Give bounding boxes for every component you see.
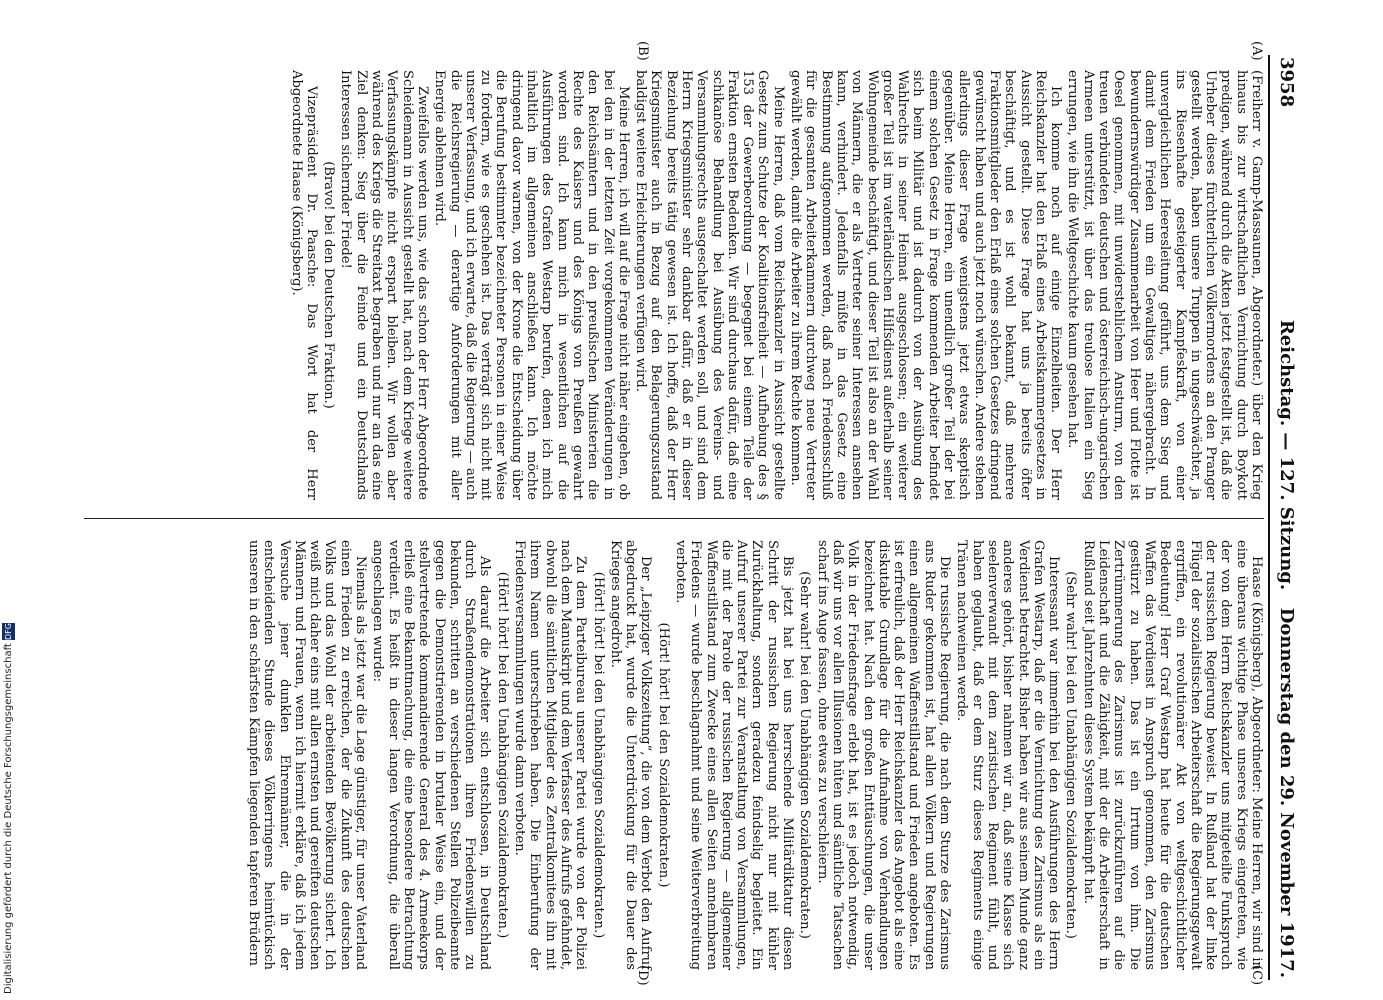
margin-mark-d: (D) (635, 965, 650, 986)
right-column (244, 540, 1264, 970)
paragraph: Der „Leipziger Volkszeitung“, die von dem Verbot den Aufruf abgedruckt hat, wurde die Unterdrückung für die Dauer des Krieges angedroht. (607, 540, 654, 970)
paragraph: Ich komme noch auf einige Einzelheiten. Der Herr Reichskanzler hat den Erlaß eines Arbeitskammergesetzes in Aussicht gestellt. Diese Frage hat uns ja bereits öfter beschäftigt, und es ist wohl bekannt, daß mehrere Fraktionsmitglieder den Erlaß eines solchen Gesetzes dringend gewünscht haben und auch jetzt noch wünschen. Andere stehen allerdings dieser Frage wenigstens jetzt etwas skeptisch gegenüber. Meine Herren, ein unendlich großer Teil der bei einem solchen Gesetz in Frage kommenden Arbeiter befindet sich beim Militär und ist dadurch von der Ausübung des Wahlrechts in seiner Heimat ausgeschlossen; ein weiterer großer Teil ist im vaterländischen Hilfsdienst außerhalb seiner Wohngemeinde beschäftigt, und dieser Teil ist also an der Wahl von Männern, die er als Vertreter seiner Interessen ansehen kann, verhindert. Jedenfalls müßte in das Gesetz eine Bestimmung aufgenommen werden, daß nach Friedensschluß für die gesamten Arbeiterkammern durchweg neue Vertreter gewählt werden, damit die Arbeiter zu ihrem Rechte kommen. (788, 70, 1064, 500)
session-date: Donnerstag den 29. November 1917. (1276, 607, 1297, 978)
page-number: 3958 (1276, 57, 1297, 108)
paragraph: Als darauf die Arbeiter sich entschlossen, in Deutschland durch Straßendemonstrationen ihren Friedenswillen zu bekunden, schritten an verschiedenen Stellen Polizeibeamte gegen die Demonstrierenden in brutaler Weise ein, und der stellvertretende kommandierende General des 4. Armeekorps erließ eine Bekanntmachung, die eine besondere Betrachtung verdient. Es heißt in dieser langen Verordnung, die überall angeschlagen wurde: (370, 540, 493, 970)
interjection: (Bravo! bei den Deutschen Fraktion.) (321, 161, 337, 409)
interjection: (Sehr wahr! bei den Unabhängigen Sozialdemokraten.) (797, 571, 813, 939)
rotated-page (55, 41, 1300, 986)
interjection: (Sehr wahr! bei den Unabhängigen Sozialdemokraten.) (1063, 571, 1079, 939)
interjection: (Hört! hört! bei den Unabhängigen Sozialdemokraten.) (590, 571, 606, 939)
interjection: (Hört! hört! bei den Unabhängigen Sozialdemokraten.) (494, 571, 510, 939)
paragraph: Vizepräsident Dr. Paasche: Das Wort hat der Herr Abgeordnete Haase (Königsberg). (288, 70, 319, 500)
paragraph: Meine Herren, ich will auf die Frage nicht näher eingehen, ob bei den in der letzten Zeit vorgekommenen Veränderungen in den Reichsämtern und in den preußischen Ministerien die Rechte des Kaisers und des Königs von Preußen gewahrt worden sind. Ich kann mich in wesentlichen auf die Ausführungen des Grafen Westarp berufen, denen ich mich inhaltlich im allgemeinen anschließen kann. Ich möchte dringend davor warnen, von der Krone die Entscheidung über die Berufung bestimmter bezeichneter Personen in einer Weise zu fordern, wie es geschehen ist. Das verträgt sich nicht mit unserer Verfassung, und ich erwarte, daß die Regierung — auch die Reichsregierung — derartige Anforderungen mit aller Energie ablehnen wird. (432, 70, 631, 500)
margin-mark-b: (B) (635, 41, 650, 61)
interjection: (Hört! hört! bei den Sozialdemokraten.) (655, 622, 671, 888)
paragraph: Zweifellos werden uns, wie das schon der Herr Abgeordnete Scheidemann in Aussicht gestellt hat, nach dem Kriege weitere Verfassungskämpfe nicht erspart bleiben. Wir wollen aber während des Kriegs die Streitaxt begraben und nur an das eine Ziel denken: Sieg über die Feinde und ein Deutschlands Interessen sichernder Friede! (338, 70, 430, 500)
column-divider (84, 518, 1264, 519)
digitization-footer (2, 619, 15, 994)
paragraph: Bis jetzt hat bei uns herrschende Militärdiktatur diesen Schritt der russischen Regierung nicht nur mit kühler Zurückhaltung, sondern geradezu feindselig begleitet. Ein Aufruf unserer Partei zur Veranstaltung von Versammlungen, die mit der Parole der russischen Regierung — allgemeiner Waffenstillstand zum Zwecke eines allen Seiten annehmbaren Friedens — wurde beschlagnahmt und seine Weiterverbreitung verboten. (673, 540, 796, 970)
left-column (286, 70, 1264, 500)
paragraph: Haase (Königsberg), Abgeordneter: Meine Herren, wir sind in eine überaus wichtige Phase unseres Kriegs eingetreten, wie der von dem Herrn Reichskanzler uns mitgeteilte Funkspruch der russischen Regierung beweist. In Rußland hat der linke Flügel der sozialistischen Arbeiterschaft die Regierungsgewalt ergriffen, ein revolutionärer Akt von weltgeschichtlicher Bedeutung! Herr Graf Westarp hat heute für die deutschen Waffen das Verdienst in Anspruch genommen, den Zarismus gestürzt zu haben. Das ist ein Irrtum von ihm. Die Zertrümmerung des Zarismus ist zurückzuführen auf die Leidenschaft und die Zähigkeit, mit der die Arbeiterschaft in Rußland seit Jahrzehnten dieses System bekämpft hat. (1080, 540, 1264, 970)
paragraph: Zu dem Parteibureau unserer Partei wurde von der Polizei nach dem Manuskript und dem Verfasser des Aufrufs gefahndet, obwohl die sämtlichen Mitglieder des Zentralkomitees ihn mit ihrem Namen unterschrieben haben. Die Einberufung der Friedensversammlungen wurde dann verboten. (512, 540, 589, 970)
paragraph: (Freiherr v. Gamp-Massaunen, Abgeordneter.) über den Krieg hinaus bis zur wirtschaftlichen Vernichtung durch Boykott predigen, während durch die Akten jetzt festgestellt ist, daß die Urheber dieses fürchterlichen Völkermordens an den Pranger gestellt werden, haben unsere Truppen in ungeschwächter, ja ins Riesenhafte gesteigerter Kampfeskraft, von einer unvergleichlichen Heeresleitung geführt, uns dem Sieg und damit dem Frieden um ein Gewaltiges nähergebracht. In bewundernswürdiger Zusammenarbeit von Heer und Flotte ist Oesel genommen, mit unwiderstehlichem Ansturm, von den treuen verbündeten deutschen und österreichisch-ungarischen Armeen unterstützt, ist über das treulose Italien ein Sieg errungen, wie ihn die Weltgeschichte kaum gesehen hat. (1065, 70, 1264, 500)
paragraph: Niemals als jetzt war die Lage günstiger, für unser Vaterland einen Frieden zu erreichen, der die Zukunft des deutschen Volks und das Wohl der arbeitenden Bevölkerung sichert. Ich weiß mich daher eins mit allen ernsten und gereiften deutschen Männern und Frauen, wenn ich hiermit erkläre, daß ich jedem Versuche jener dunklen Ehrenmänner, die in der entscheidenden Stunde dieses Völkerringens heimtückisch unseren in den schärfsten Kämpfen liegenden tapferen Brüdern (246, 540, 369, 970)
paragraph: Interessant war immerhin bei den Ausführungen des Herrn Grafen Westarp, daß er die Vernichtung des Zarismus als ein Verdienst betrachtet. Bisher haben wir aus seinem Munde ganz anderes gehört, bisher nahmen wir an, daß seine Klasse sich seelenverwandt mit dem zaristischen Regiment fühlt, und haben geglaubt, daß er dem Sturz dieses Regiments einige Tränen nachweinen werde. (954, 540, 1062, 970)
page-header (1268, 55, 1300, 980)
paragraph: Die russische Regierung, die nach dem Sturze des Zarismus ans Ruder gekommen ist, hat allen Völkern und Regierungen einen allgemeinen Waffenstillstand und Frieden angeboten. Es ist erfreulich, daß der Herr Reichskanzler das Angebot als eine diskutable Grundlage für die Aufnahme von Verhandlungen bezeichnet hat. Nach den großen Enttäuschungen, die unser Volk in der Friedensfrage erlebt hat, ist es jedoch notwendig, daß wir uns vor allen Illusionen hüten und sämtliche Tatsachen scharf ins Auge fassen, ohne etwas zu verschleiern. (814, 540, 953, 970)
margin-mark-c: (C) (1249, 965, 1264, 986)
session-title: Reichstag. — 127. Sitzung. (1276, 319, 1297, 591)
dfg-logo: DFG (4, 623, 13, 640)
paragraph: Meine Herren, daß vom Reichskanzler in Aussicht gestellte Gesetz zum Schutze der Koalitionsfreiheit — Aufhebung des § 153 der Gewerbeordnung — begegnet bei einem Teile der Fraktion ernsten Bedenken. Wir sind durchaus dafür, daß eine schikanöse Behandlung bei Ausübung des Vereins- und Versammlungsrechts ausgeschaltet werden soll, und sind dem Herrn Kriegsminister sehr dankbar dafür, daß er in dieser Beziehung bereits tätig gewesen ist. Ich hoffe, daß der Herr Kriegsminister auch in Bezug auf den Belagerungszustand baldigst weitere Erleichterungen verfügen wird. (633, 70, 786, 500)
margin-mark-a: (A) (1249, 41, 1264, 61)
footer-text: Digitalisierung gefördert durch die Deutsche Forschungsgemeinschaft (3, 643, 14, 994)
